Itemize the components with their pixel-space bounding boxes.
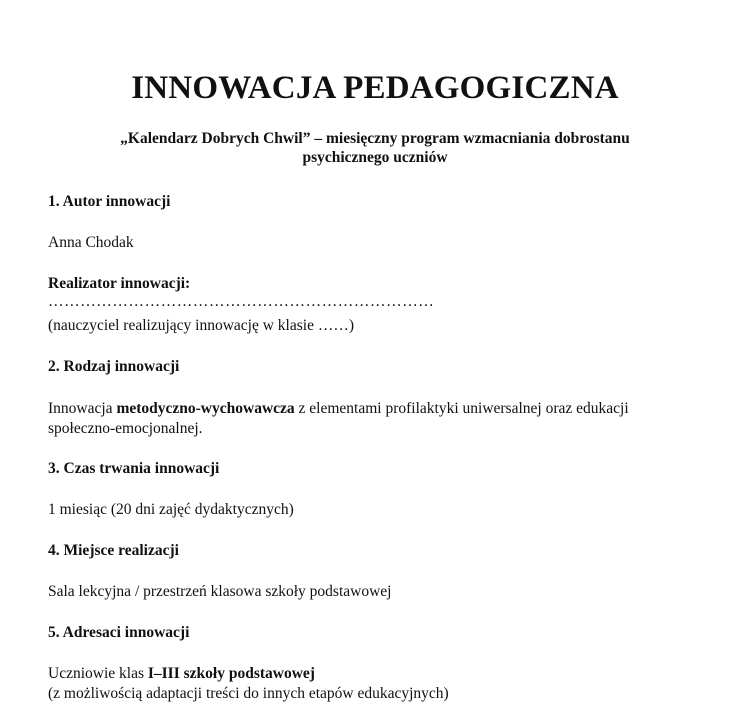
implementer-note: (nauczyciel realizujący innowację w klasie ……) (48, 317, 354, 334)
place-value: Sala lekcyjna / przestrzeń klasowa szkoły podstawowej (48, 583, 392, 600)
subtitle-line-2: psychicznego uczniów (302, 149, 448, 166)
type-bold: metodyczno-wychowawcza (116, 400, 295, 417)
type-heading: 2. Rodzaj innowacji (48, 358, 180, 375)
audience-line-2: (z możliwością adaptacji treści do innych etapów edukacyjnych) (48, 685, 449, 702)
place-heading: 4. Miejsce realizacji (48, 542, 179, 559)
type-line-2: społeczno-emocjonalnej. (48, 420, 203, 437)
duration-value: 1 miesiąc (20 dni zajęć dydaktycznych) (48, 501, 294, 518)
subtitle-line-1: „Kalendarz Dobrych Chwil” – miesięczny program wzmacniania dobrostanu (120, 130, 630, 147)
duration-heading: 3. Czas trwania innowacji (48, 460, 220, 477)
audience-bold: I–III szkoły podstawowej (147, 665, 315, 682)
implementer-heading: Realizator innowacji: (48, 275, 191, 292)
author-heading: 1. Autor innowacji (48, 193, 171, 210)
document-subtitle (60, 129, 690, 167)
audience-line-1 (48, 664, 315, 683)
author-value: Anna Chodak (48, 234, 134, 251)
implementer-dots: ……………………………………………………………… (48, 293, 435, 310)
type-prefix: Innowacja (48, 400, 117, 417)
type-line-1 (48, 399, 629, 418)
document-title: INNOWACJA PEDAGOGICZNA (131, 70, 619, 106)
audience-prefix: Uczniowie klas (48, 665, 148, 682)
type-suffix: z elementami profilaktyki uniwersalnej oraz edukacji (294, 400, 629, 417)
audience-heading: 5. Adresaci innowacji (48, 624, 190, 641)
